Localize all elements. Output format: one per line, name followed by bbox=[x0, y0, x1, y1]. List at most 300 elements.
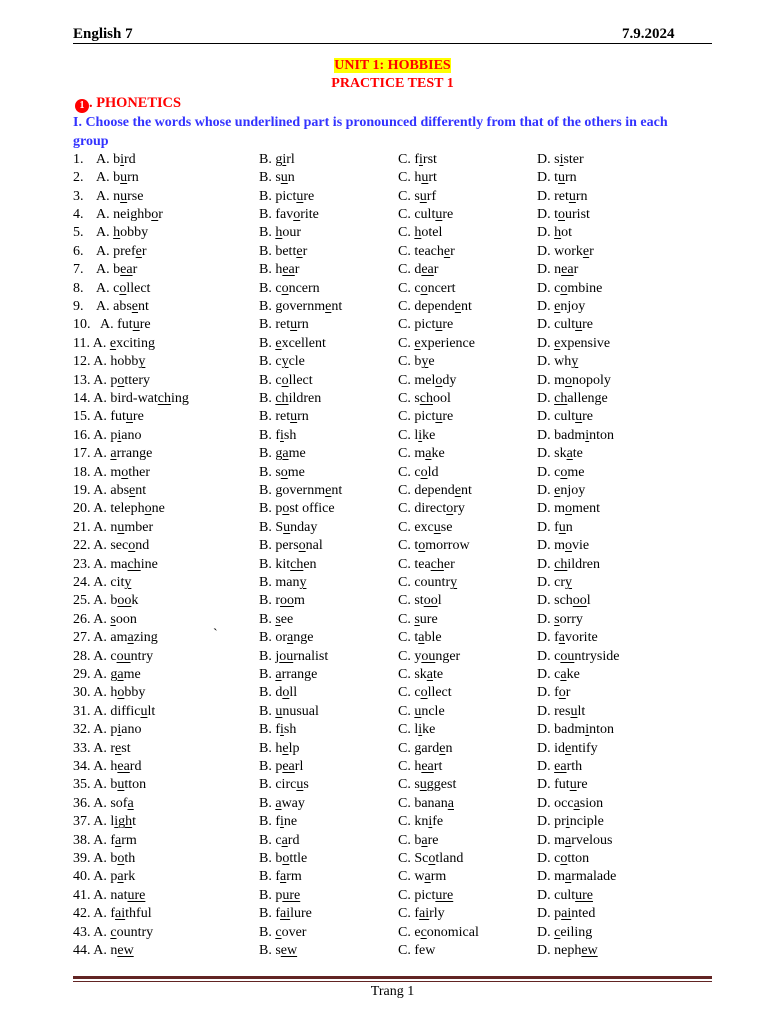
underlined-part: u bbox=[296, 777, 304, 793]
option-label: B. bbox=[259, 814, 272, 830]
option-word bbox=[110, 409, 143, 424]
option-label: C. bbox=[398, 666, 411, 682]
word-part: ing bbox=[171, 390, 189, 406]
option-label: B. bbox=[259, 942, 272, 958]
word-part: fut bbox=[117, 317, 133, 333]
word-part: t bbox=[554, 206, 559, 222]
option-c bbox=[398, 556, 455, 574]
option-word bbox=[275, 483, 342, 498]
underlined-part: y bbox=[565, 574, 573, 590]
option-word bbox=[110, 446, 152, 461]
word-part: tea bbox=[414, 556, 431, 572]
option-label: A. bbox=[93, 501, 107, 517]
option-b bbox=[259, 611, 293, 629]
underlined-part: i bbox=[117, 722, 122, 738]
word-part: depend bbox=[414, 298, 455, 314]
option-word bbox=[110, 501, 164, 516]
option-word bbox=[414, 741, 452, 756]
option-b bbox=[259, 813, 297, 831]
option-label: A. bbox=[96, 225, 110, 241]
option-a bbox=[73, 335, 155, 353]
subject-label: English 7 bbox=[73, 26, 133, 42]
option-c bbox=[398, 721, 435, 739]
option-word bbox=[414, 225, 442, 240]
word-part: st office bbox=[289, 501, 335, 517]
question-row bbox=[73, 611, 712, 629]
option-label: D. bbox=[537, 574, 551, 590]
option-label: C. bbox=[398, 446, 411, 462]
option-word bbox=[554, 317, 593, 332]
option-b bbox=[259, 261, 299, 279]
option-word bbox=[110, 465, 150, 480]
option-d bbox=[537, 353, 578, 371]
option-label: C. bbox=[398, 832, 411, 848]
underlined-part: ew bbox=[280, 942, 298, 958]
option-word bbox=[554, 244, 594, 259]
option-word bbox=[414, 704, 444, 719]
option-label: D. bbox=[537, 906, 551, 922]
option-c bbox=[398, 390, 451, 408]
option-label: D. bbox=[537, 446, 551, 462]
option-a bbox=[73, 574, 131, 592]
underlined-part: a bbox=[127, 630, 134, 646]
word-part: ountry bbox=[116, 924, 154, 940]
underlined-part: ou bbox=[421, 648, 436, 664]
word-part: over bbox=[281, 924, 307, 940]
word-part: b bbox=[110, 777, 118, 793]
word-part: way bbox=[281, 795, 305, 811]
question-row bbox=[73, 169, 712, 187]
option-label: B. bbox=[259, 464, 272, 480]
underlined-part: o bbox=[560, 280, 568, 296]
underlined-part: ch bbox=[554, 556, 568, 572]
option-label: A. bbox=[93, 372, 107, 388]
option-word bbox=[554, 538, 589, 553]
word-part: njoy bbox=[560, 482, 586, 498]
option-a bbox=[73, 445, 152, 463]
underlined-part: u bbox=[117, 777, 125, 793]
question-number: 36. bbox=[73, 795, 91, 811]
word-part: diffic bbox=[110, 703, 141, 719]
option-word bbox=[414, 685, 451, 700]
option-b bbox=[259, 169, 295, 187]
option-word bbox=[414, 777, 456, 792]
option-label: B. bbox=[259, 850, 272, 866]
word-part: pict bbox=[414, 409, 436, 425]
word-part: p bbox=[110, 869, 118, 885]
word-part: er bbox=[443, 556, 455, 572]
underlined-part: u bbox=[120, 170, 128, 186]
option-label: B. bbox=[259, 262, 272, 278]
word-part: n bbox=[445, 740, 453, 756]
option-word bbox=[414, 851, 463, 866]
underlined-part: c bbox=[275, 924, 282, 940]
option-label: B. bbox=[259, 758, 272, 774]
option-c bbox=[398, 243, 455, 261]
option-word bbox=[110, 777, 146, 792]
underlined-part: ch bbox=[430, 556, 444, 572]
word-part: f bbox=[414, 906, 420, 922]
option-c bbox=[398, 758, 442, 776]
option-a bbox=[73, 372, 150, 390]
word-part: d bbox=[275, 685, 283, 701]
question-number: 14. bbox=[73, 390, 91, 406]
underlined-part: ch bbox=[290, 556, 304, 572]
underlined-part: o bbox=[435, 372, 443, 388]
option-word bbox=[554, 189, 587, 204]
question-row bbox=[73, 574, 712, 592]
word-part: few bbox=[414, 942, 436, 958]
underlined-part: e bbox=[454, 482, 461, 498]
option-label: A. bbox=[93, 869, 107, 885]
option-word bbox=[554, 612, 583, 627]
option-label: D. bbox=[537, 942, 551, 958]
option-label: B. bbox=[259, 409, 272, 425]
word-part: njoy bbox=[560, 298, 586, 314]
option-d bbox=[537, 427, 614, 445]
option-b bbox=[259, 537, 323, 555]
underlined-part: o bbox=[128, 538, 136, 554]
option-label: C. bbox=[398, 243, 411, 259]
word-part: morrow bbox=[425, 538, 470, 554]
word-part: g bbox=[110, 666, 118, 682]
underlined-part: a bbox=[127, 795, 134, 811]
option-word bbox=[275, 612, 293, 627]
option-word bbox=[554, 685, 570, 700]
word-part: teleph bbox=[110, 501, 145, 517]
option-label: B. bbox=[259, 354, 272, 370]
option-word bbox=[110, 741, 130, 756]
word-part: rmalade bbox=[571, 869, 617, 885]
option-word bbox=[414, 943, 435, 958]
option-label: C. bbox=[398, 630, 411, 646]
option-word bbox=[554, 630, 598, 645]
word-part: p bbox=[110, 372, 118, 388]
option-a bbox=[73, 482, 146, 500]
option-label: A. bbox=[92, 335, 107, 351]
word-part: bby bbox=[124, 685, 146, 701]
option-word bbox=[554, 943, 598, 958]
word-part: mbine bbox=[567, 280, 603, 296]
underlined-part: i bbox=[418, 427, 423, 443]
option-b bbox=[259, 427, 296, 445]
word-part: res bbox=[554, 703, 571, 719]
word-part: llect bbox=[288, 372, 313, 388]
option-a bbox=[73, 721, 141, 739]
option-label: B. bbox=[259, 206, 272, 222]
option-word bbox=[414, 299, 472, 314]
underlined-part: ch bbox=[157, 390, 172, 406]
word-part: f bbox=[554, 519, 559, 535]
option-word bbox=[110, 722, 141, 737]
word-part: m bbox=[554, 538, 566, 554]
word-part: me bbox=[288, 446, 306, 462]
option-a bbox=[73, 427, 141, 445]
option-word bbox=[275, 906, 312, 921]
option-b bbox=[259, 666, 317, 684]
option-label: B. bbox=[259, 188, 272, 204]
option-b bbox=[259, 684, 297, 702]
option-b bbox=[259, 519, 317, 537]
option-c bbox=[398, 629, 442, 647]
option-label: A. bbox=[93, 850, 107, 866]
option-label: C. bbox=[398, 850, 411, 866]
option-word bbox=[554, 667, 580, 682]
underlined-part: a bbox=[287, 630, 294, 646]
option-label: C. bbox=[398, 482, 411, 498]
word-part: c bbox=[275, 354, 282, 370]
underlined-part: u bbox=[435, 317, 443, 333]
question-row bbox=[73, 684, 712, 702]
stray-mark: ` bbox=[213, 627, 218, 643]
word-part: sch bbox=[554, 593, 573, 609]
word-part: re bbox=[132, 409, 144, 425]
option-b bbox=[259, 703, 319, 721]
word-part: nt bbox=[331, 482, 343, 498]
option-c bbox=[398, 887, 453, 905]
option-c bbox=[398, 188, 436, 206]
underlined-part: o bbox=[282, 850, 290, 866]
option-word bbox=[275, 741, 299, 756]
word-part: direct bbox=[414, 501, 447, 517]
option-label: C. bbox=[398, 593, 411, 609]
option-label: D. bbox=[537, 850, 551, 866]
option-label: B. bbox=[259, 703, 272, 719]
option-word bbox=[414, 888, 453, 903]
underlined-part: ou bbox=[116, 648, 131, 664]
word-part: cult bbox=[554, 409, 576, 425]
word-part: t bbox=[132, 814, 137, 830]
word-part: sk bbox=[414, 666, 427, 682]
option-word bbox=[110, 557, 157, 572]
option-a bbox=[73, 868, 135, 886]
option-word bbox=[554, 925, 592, 940]
option-c bbox=[398, 648, 460, 666]
question-number: 9. bbox=[73, 298, 84, 314]
option-word bbox=[113, 299, 149, 314]
word-part: nusual bbox=[282, 703, 319, 719]
option-word bbox=[554, 833, 612, 848]
underlined-part: a bbox=[447, 795, 454, 811]
word-part: nal bbox=[305, 538, 323, 554]
option-b bbox=[259, 188, 314, 206]
option-label: D. bbox=[537, 188, 551, 204]
underlined-part: i bbox=[428, 814, 433, 830]
option-label: B. bbox=[259, 446, 272, 462]
question-number: 24. bbox=[73, 574, 91, 590]
word-part: sion bbox=[579, 795, 604, 811]
question-number: 15. bbox=[73, 409, 91, 425]
option-c bbox=[398, 537, 470, 555]
option-c bbox=[398, 372, 456, 390]
word-part: id bbox=[554, 740, 566, 756]
question-row bbox=[73, 335, 712, 353]
option-label: A. bbox=[96, 280, 110, 296]
option-word bbox=[275, 833, 299, 848]
word-part: abs bbox=[113, 298, 132, 314]
word-part: c bbox=[554, 850, 561, 866]
word-part: obby bbox=[120, 225, 149, 241]
option-label: D. bbox=[537, 298, 551, 314]
option-label: B. bbox=[259, 887, 272, 903]
option-label: B. bbox=[259, 151, 272, 167]
word-part: mel bbox=[414, 372, 436, 388]
option-word bbox=[110, 888, 145, 903]
word-part: n bbox=[110, 519, 118, 535]
word-part: re bbox=[582, 409, 594, 425]
word-part: hobb bbox=[110, 354, 139, 370]
option-label: A. bbox=[93, 814, 107, 830]
option-word bbox=[414, 557, 454, 572]
word-part: m bbox=[414, 446, 426, 462]
question-number: 20. bbox=[73, 501, 91, 517]
option-b bbox=[259, 868, 302, 886]
option-word bbox=[275, 593, 305, 608]
option-label: D. bbox=[537, 151, 551, 167]
option-word bbox=[414, 354, 434, 369]
option-a bbox=[73, 243, 147, 261]
option-label: C. bbox=[398, 409, 411, 425]
question-row bbox=[73, 372, 712, 390]
question-number: 30. bbox=[73, 685, 91, 701]
option-word bbox=[110, 869, 135, 884]
underlined-part: e bbox=[565, 740, 572, 756]
underlined-part: o bbox=[428, 850, 436, 866]
option-label: A. bbox=[93, 630, 107, 646]
option-word bbox=[554, 428, 614, 443]
word-part: ncert bbox=[427, 280, 456, 296]
underlined-part: s bbox=[554, 611, 560, 627]
underlined-part: u bbox=[132, 317, 140, 333]
option-c bbox=[398, 703, 445, 721]
word-part: nd bbox=[135, 538, 150, 554]
option-label: A. bbox=[93, 556, 107, 572]
word-part: oon bbox=[115, 611, 137, 627]
underlined-part: u bbox=[575, 409, 583, 425]
option-b bbox=[259, 464, 305, 482]
option-label: C. bbox=[398, 685, 411, 701]
option-a bbox=[73, 280, 150, 298]
option-word bbox=[275, 281, 319, 296]
question-row bbox=[73, 740, 712, 758]
word-part: fe bbox=[432, 814, 444, 830]
underlined-part: u bbox=[558, 519, 566, 535]
option-word bbox=[554, 869, 616, 884]
underlined-part: o bbox=[117, 372, 125, 388]
underlined-part: c bbox=[110, 924, 117, 940]
word-part: ret bbox=[275, 317, 291, 333]
option-label: C. bbox=[398, 648, 411, 664]
option-word bbox=[275, 869, 301, 884]
underlined-part: ch bbox=[127, 556, 141, 572]
word-part: nat bbox=[110, 887, 128, 903]
option-word bbox=[554, 281, 602, 296]
option-word bbox=[113, 262, 137, 277]
option-word bbox=[275, 428, 296, 443]
option-c bbox=[398, 868, 446, 886]
option-d bbox=[537, 482, 585, 500]
question-number: 12. bbox=[73, 354, 91, 370]
word-part: w bbox=[414, 869, 425, 885]
word-part: r bbox=[433, 262, 439, 278]
option-word bbox=[414, 189, 436, 204]
underlined-part: u bbox=[290, 317, 298, 333]
word-part: s bbox=[275, 464, 281, 480]
word-part: tton bbox=[124, 777, 147, 793]
option-a bbox=[73, 151, 136, 169]
underlined-part: a bbox=[565, 832, 572, 848]
underlined-part: a bbox=[110, 446, 117, 462]
option-word bbox=[554, 152, 584, 167]
option-word bbox=[117, 317, 150, 332]
word-part: p bbox=[554, 906, 562, 922]
underlined-part: o bbox=[298, 538, 306, 554]
underlined-part: e bbox=[554, 482, 561, 498]
word-part: f bbox=[110, 906, 116, 922]
option-label: B. bbox=[259, 538, 272, 554]
word-part: wh bbox=[554, 354, 572, 370]
underlined-part: u bbox=[280, 170, 288, 186]
option-b bbox=[259, 316, 309, 334]
question-row bbox=[73, 316, 712, 334]
word-part: ntify bbox=[571, 740, 598, 756]
option-label: A. bbox=[93, 648, 107, 664]
option-d bbox=[537, 298, 585, 316]
word-part: xciting bbox=[116, 335, 155, 351]
option-b bbox=[259, 942, 297, 960]
unit-title: UNIT 1: HOBBIES bbox=[334, 58, 451, 73]
option-b bbox=[259, 905, 312, 923]
option-label: B. bbox=[259, 906, 272, 922]
option-label: A. bbox=[93, 722, 107, 738]
question-row bbox=[73, 537, 712, 555]
word-part: en bbox=[303, 556, 317, 572]
word-part: ther bbox=[128, 464, 151, 480]
option-a bbox=[73, 464, 150, 482]
option-word bbox=[554, 465, 584, 480]
underlined-part: c bbox=[554, 924, 561, 940]
underlined-part: u bbox=[419, 188, 427, 204]
option-b bbox=[259, 445, 306, 463]
option-a bbox=[73, 592, 138, 610]
underlined-part: u bbox=[558, 170, 566, 186]
word-part: pict bbox=[275, 188, 297, 204]
option-word bbox=[110, 354, 145, 369]
underlined-part: a bbox=[282, 446, 289, 462]
word-part: rn bbox=[575, 188, 588, 204]
word-part: f bbox=[554, 685, 559, 701]
word-part: r bbox=[110, 740, 116, 756]
option-b bbox=[259, 887, 300, 905]
question-row bbox=[73, 813, 712, 831]
word-part: am bbox=[110, 630, 128, 646]
option-b bbox=[259, 151, 295, 169]
word-part: xpensive bbox=[560, 335, 611, 351]
word-part: gard bbox=[414, 740, 440, 756]
underlined-part: ea bbox=[117, 758, 130, 774]
word-part: t bbox=[554, 170, 559, 186]
underlined-part: ea bbox=[421, 262, 434, 278]
option-b bbox=[259, 648, 328, 666]
option-a bbox=[73, 703, 155, 721]
word-part: work bbox=[554, 243, 583, 259]
option-label: A. bbox=[96, 206, 110, 222]
option-a bbox=[73, 924, 153, 942]
word-part: kit bbox=[275, 556, 291, 572]
option-label: A. bbox=[96, 151, 110, 167]
option-label: C. bbox=[398, 814, 411, 830]
option-label: B. bbox=[259, 298, 272, 314]
